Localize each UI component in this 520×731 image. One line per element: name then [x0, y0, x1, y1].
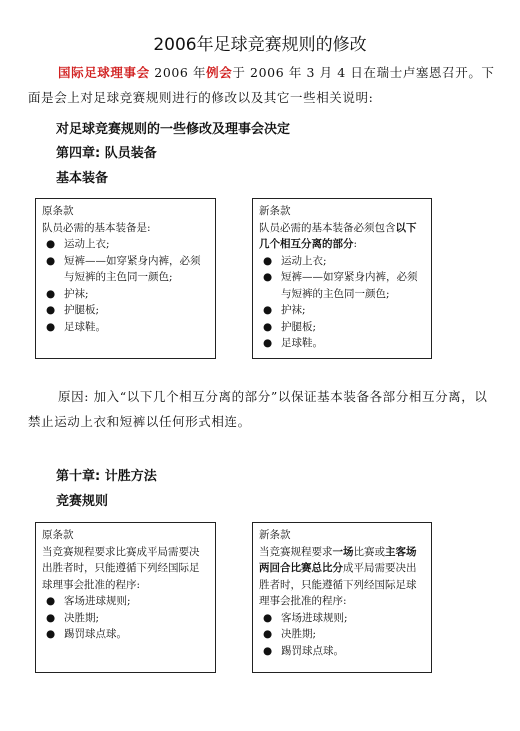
bullet-icon: ●	[46, 254, 56, 267]
bullet-icon: ●	[263, 254, 273, 267]
bullet-icon: ●	[263, 611, 273, 624]
list-item: ● 短裤——如穿紧身内裤，必须与短裤的主色同一颜色;	[263, 271, 418, 300]
new-clause-box-winner	[252, 522, 432, 673]
old-clause-intro: 当竞赛规程要求比赛成平局需要决出胜者时，只能遵循下列经国际足球理事会批准的程序:	[42, 545, 200, 591]
meeting-name: 例会	[206, 65, 233, 80]
bullet-icon: ●	[46, 595, 56, 607]
bullet-icon: ●	[46, 611, 56, 624]
new-clause-list	[259, 610, 425, 660]
list-item: ● 足球鞋。	[259, 335, 425, 352]
new-clause-label: 新条款	[259, 529, 291, 541]
list-item: ● 运动上衣;	[259, 253, 425, 270]
bullet-icon: ●	[263, 271, 273, 283]
bullet-icon: ●	[263, 628, 273, 640]
old-clause-box-winner	[35, 522, 216, 673]
old-clause-list	[42, 236, 209, 335]
new-clause-intro: 当竞赛规程要求一场比赛或主客场两回合比赛总比分成平局需要决出胜者时，只能遵循下列经国际足球理事会批准的程序:	[259, 545, 417, 607]
intro-text-1: 2006 年	[149, 65, 207, 80]
bullet-icon: ●	[263, 320, 273, 333]
new-clause-list	[259, 253, 425, 352]
list-item: ● 短裤——如穿紧身内裤，必须与短裤的主色同一颜色;	[46, 254, 201, 283]
list-item: ● 决胜期;	[42, 610, 209, 627]
bullet-icon: ●	[263, 337, 273, 349]
org-name: 国际足球理事会	[58, 65, 150, 80]
list-item: ● 客场进球规则;	[259, 610, 425, 627]
old-clause-label: 原条款	[42, 205, 74, 217]
bullet-icon: ●	[46, 287, 56, 300]
list-item: ● 护腿板;	[42, 302, 209, 319]
bullet-icon: ●	[263, 644, 273, 657]
bullet-icon: ●	[46, 628, 56, 640]
list-item: ● 踢罚球点球。	[259, 643, 425, 660]
bullet-icon: ●	[46, 238, 56, 250]
old-clause-label: 原条款	[42, 529, 74, 541]
bullet-icon: ●	[263, 304, 273, 316]
page-title: 2006年足球竞赛规则的修改	[153, 35, 367, 55]
list-item: ● 护袜;	[259, 302, 425, 319]
list-item: ● 客场进球规则;	[42, 593, 209, 610]
list-item: ● 足球鞋。	[42, 319, 209, 336]
competition-rules-heading: 竞赛规则	[56, 494, 109, 509]
chapter-4-heading: 第四章: 队员装备	[56, 146, 157, 161]
list-item: ● 运动上衣;	[42, 236, 209, 253]
new-clause-intro: 队员必需的基本装备必须包含以下几个相互分离的部分:	[259, 221, 417, 250]
new-clause-box-equipment	[252, 198, 432, 359]
reason-paragraph: 原因: 加入“以下几个相互分离的部分”以保证基本装备各部分相互分离，以禁止运动上衣和短裤以任何形式相连。	[28, 389, 488, 429]
old-clause-box-equipment	[35, 198, 216, 359]
bullet-icon: ●	[46, 304, 56, 316]
old-clause-intro: 队员必需的基本装备是:	[42, 221, 151, 234]
basic-equipment-heading: 基本装备	[56, 171, 109, 186]
intro-paragraph	[28, 60, 498, 110]
main-heading: 对足球竞赛规则的一些修改及理事会决定	[56, 122, 291, 137]
list-item: ● 踢罚球点球。	[42, 626, 209, 643]
new-clause-label: 新条款	[259, 205, 291, 217]
bullet-icon: ●	[46, 320, 56, 333]
chapter-10-heading: 第十章: 计胜方法	[56, 469, 157, 484]
old-clause-list	[42, 593, 209, 643]
list-item: ● 决胜期;	[259, 626, 425, 643]
intro-text-2: 于 2006 年 3 月 4 日在瑞士卢塞恩召开。下面是会上对足球竞赛规则进行的修改以及其它一些相关说明:	[28, 65, 495, 105]
list-item: ● 护袜;	[42, 286, 209, 303]
list-item: ● 护腿板;	[259, 319, 425, 336]
